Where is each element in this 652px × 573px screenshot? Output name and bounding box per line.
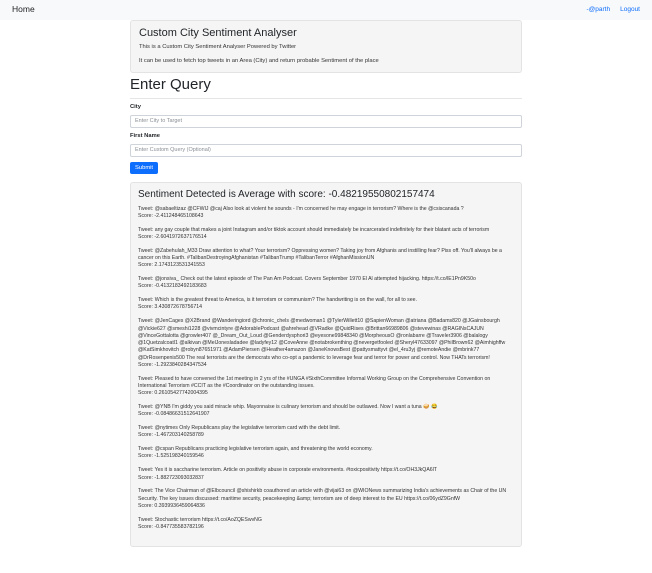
home-link[interactable]: Home xyxy=(12,4,35,15)
tweet-score: Score: -1.467203140258789 xyxy=(138,432,204,439)
tweet-text: Tweet: @Zabehulah_M33 Draw attention to what? Your terrorism? Oppressing women? Taking joy from Afghanis and instilling fear? Piss off. You'll always be a cancer on this Earth. #TalibanDestroyingAfghanistan #TalibanTrump #TalibanTerror #AfghanMissionUN xyxy=(138,247,502,262)
tweet-text: Tweet: @jonsiva_ Check out the latest episode of The Pan Am Podcast. Covers September 1970 El Al attempted hijacking. https://t.co/lE1Pn9K50o xyxy=(138,276,476,283)
tweet-text: Tweet: @sabaeltizaz @CFWIJ @caj Also look at violent he sounds - I'm concerned he may engage in terrorism? Where is the @csiscanada ? xyxy=(138,205,464,212)
tweet-text: Tweet: @cspan Republicans practicing legislative terrorism again, and threatening the world economy. xyxy=(138,446,373,453)
tweet-text: Tweet: any gay couple that makes a joint Instagram and/or tiktok account should immediately be incarcerated indefinitely for their blatant acts of terrorism xyxy=(138,226,490,233)
tweet-score: Score: -1.2923840284347534 xyxy=(138,361,207,368)
result-panel xyxy=(130,182,522,547)
intro-description-2: It can be used to fetch top tweets in an Area (City) and return probable Sentiment of the place xyxy=(139,58,379,64)
tweet-item xyxy=(138,517,514,532)
custom-query-input[interactable] xyxy=(130,144,522,157)
tweet-text: Tweet: @nytimes Only Republicans play the legislative terrorism card with the debt limit. xyxy=(138,425,341,432)
submit-button[interactable]: Submit xyxy=(130,162,158,174)
tweet-item xyxy=(138,248,514,270)
tweet-score: Score: -0.847735583782196 xyxy=(138,523,204,530)
intro-title: Custom City Sentiment Analyser xyxy=(139,27,297,39)
tweet-item xyxy=(138,227,514,242)
tweet-score: Score: 3.430872678756714 xyxy=(138,304,203,311)
tweet-item xyxy=(138,297,514,312)
tweet-text: Tweet: Pleased to have convened the 1st meeting in 2 yrs of the #UNGA #SixthCommittee Informal Working Group on the Comprehensive Convention on International Terrorism #CCIT as the #Coordinator on the outstanding issues. xyxy=(138,375,491,389)
tweet-item xyxy=(138,318,514,369)
tweet-item xyxy=(138,446,514,461)
intro-panel xyxy=(130,20,522,73)
tweet-score: Score: -0.08486631512641907 xyxy=(138,411,210,418)
tweet-score: Score: 2.1743123531341553 xyxy=(138,262,205,269)
top-navbar xyxy=(0,0,652,20)
nav-right xyxy=(587,6,640,15)
divider xyxy=(130,98,522,99)
tweet-score: Score: -2.411248465108643 xyxy=(138,212,204,219)
tweet-score: Score: -0.4132183492183683 xyxy=(138,283,207,290)
tweet-score: Score: 0.26105427742004395 xyxy=(138,390,208,397)
sentiment-result-title: Sentiment Detected is Average with score: -0.48219550802157474 xyxy=(138,188,435,200)
tweet-item xyxy=(138,488,514,510)
tweet-item xyxy=(138,467,514,482)
tweet-text: Tweet: Stochastic terrorism https://t.co/AoZQESwvNG xyxy=(138,516,262,523)
query-title: Enter Query xyxy=(130,76,211,93)
tweet-item xyxy=(138,376,514,398)
tweet-item xyxy=(138,404,514,419)
intro-description-1: This is a Custom City Sentiment Analyser Powered by Twitter xyxy=(139,44,297,51)
tweet-text: Tweet: Yes it is saccharine terrorism. Article on positivity abuse in corporate environments. #toxicpositivity https://t.co/OH3JkQA6lT xyxy=(138,467,437,474)
query-form xyxy=(130,104,522,174)
city-input[interactable] xyxy=(130,115,522,128)
city-label: City xyxy=(130,104,141,110)
tweet-text: Tweet: @YNB I'm giddy you said miracle whip. Mayonnaise is culinary terrorism and should be outlawed. Now I want a tuna 🥪 😂 xyxy=(138,404,438,411)
tweet-score: Score: 0.3939936459064836 xyxy=(138,502,205,509)
user-link[interactable]: -@parth xyxy=(586,5,611,13)
tweet-item xyxy=(138,206,514,221)
tweet-text: Tweet: The Vice Chairman of @Elbcouncil @shishirkb coauthored an article with @vijai63 on @WIONews summarizing India's achievements as Chair of the UN Security. The key issues discussed: maritime security, peacekeeping &amp; terrorism are of deep interest to the EU https://t.co/06ydZ9GnfW xyxy=(138,488,507,502)
tweet-item xyxy=(138,276,514,291)
tweet-item xyxy=(138,425,514,440)
tweet-text: Tweet: Which is the greatest threat to America, is it terrorism or communism? The handwriting is on the wall, for all to see. xyxy=(138,297,417,304)
main-container xyxy=(130,20,522,547)
tweet-text: Tweet: @JenCages @X2Brand @Wanderingiord @chronic_chels @medwoman1 @TylerWillett10 @SapienWoman @atriana @Badams820 @JGainsbourgh @Vickie627 @smeshi1228 @vivmcintyre @AdorablePodcast @ahrehead @VRadke @QuidRises @Brittan66989806 @stevewinas @RAGINsCAJUN @VinceGottalotta @growler407 @_Dream_Out_Loud @Genderdysphori3 @eyesone99848340 @MorpheousO @ronlabarre @Traveler3906 @balalogy @1Quetzalcoatl1 @alkivan @MelJonesladadee @ladyfey12 @CoveAnne @notabrokenthing @nevergetfooled @Sheryl47633097 @PhilBrown62 @Aimhighffw @KatSimkhovitch @robyn87651971 @AdamPiersen @Heather4amazon @JaneKnowsBest @pattysmattyvt @el_4ru3yj @remoteAndie @mbrink77 @DrRosenpenis500 The real terrorists are the democrats who co-opt a pandemic to leverage fear and terror for power and control. Now THATs terrorism! xyxy=(138,318,506,361)
tweet-score: Score: -1.882723093032837 xyxy=(138,474,204,481)
tweet-list xyxy=(138,206,514,532)
first-name-label: First Name xyxy=(130,132,160,139)
tweet-score: Score: -2.6041972637176514 xyxy=(138,233,207,240)
logout-link[interactable]: Logout xyxy=(620,5,640,13)
tweet-score: Score: -1.525198340159546 xyxy=(138,453,204,460)
